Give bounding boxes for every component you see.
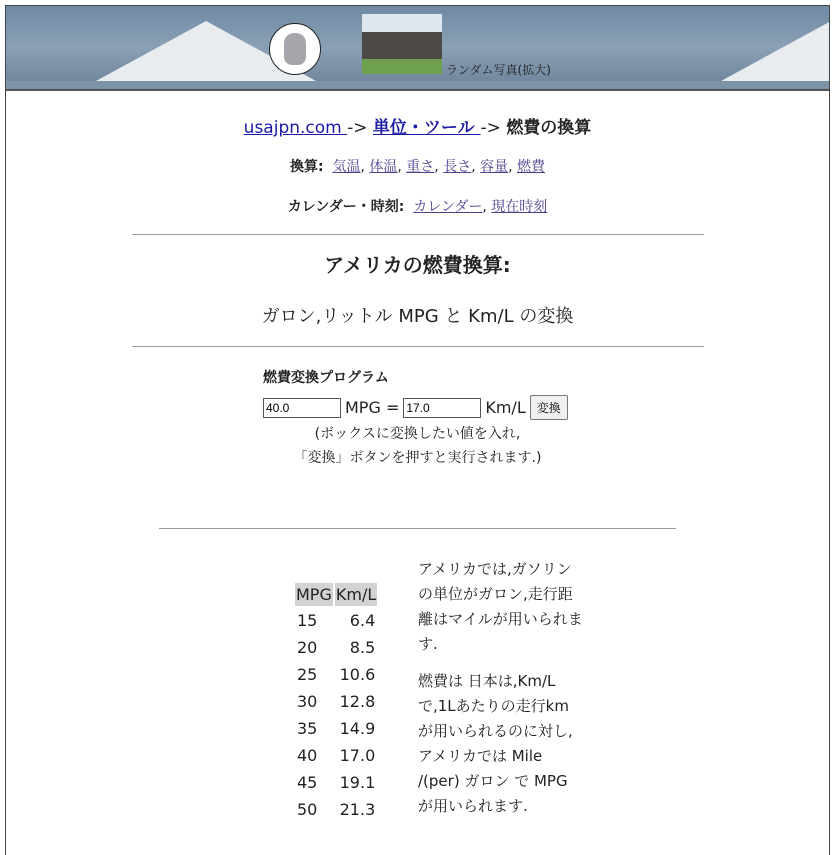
table-row [295, 608, 377, 633]
kml-label: Km/L [485, 398, 526, 417]
kml-cell: 19.1 [339, 773, 376, 792]
calendar-links: カレンダー・時刻: カレンダー, 現在時刻 [287, 199, 548, 215]
conversion-label: 換算: [289, 159, 324, 175]
link-body-temp[interactable]: 体温 [369, 159, 398, 175]
calendar-label: カレンダー・時刻: [287, 199, 405, 215]
random-photo-link[interactable]: ランダム写真(拡大) [446, 63, 551, 77]
mountain-image [721, 21, 829, 81]
link-calendar[interactable]: カレンダー [413, 199, 483, 215]
column-header: Km/L [335, 585, 377, 604]
divider [132, 346, 704, 347]
mpg-input[interactable] [263, 398, 341, 418]
breadcrumb-separator: -> [347, 118, 368, 138]
note-line: 「変換」ボタンを押すと実行されます.) [293, 450, 542, 466]
mpg-cell: 45 [297, 773, 318, 792]
kml-cell: 12.8 [339, 692, 376, 711]
breadcrumb-home[interactable]: usajpn.com [243, 118, 348, 138]
breadcrumb-current: 燃費の換算 [506, 118, 592, 138]
kml-cell: 8.5 [349, 638, 376, 657]
page [5, 5, 830, 855]
kml-cell: 6.4 [349, 611, 376, 630]
link-weight[interactable]: 重さ [406, 159, 435, 175]
mpg-cell: 35 [297, 719, 318, 738]
link-length[interactable]: 長さ [443, 159, 472, 175]
mpg-label: MPG = [345, 398, 400, 417]
conversion-links: 換算: 気温, 体温, 重さ, 長さ, 容量, 燃費 [289, 159, 546, 175]
site-logo[interactable] [269, 23, 321, 75]
table-row [295, 689, 377, 714]
table-row [295, 770, 377, 795]
convert-button[interactable]: 変換 [530, 395, 568, 420]
mpg-cell: 15 [297, 611, 318, 630]
divider [132, 234, 704, 235]
divider [159, 528, 676, 529]
explanation-paragraph: アメリカでは,ガソリンの単位がガロン,走行距離はマイルが用いられます. [418, 560, 583, 653]
table-row [295, 716, 377, 741]
table-row [295, 662, 377, 687]
breadcrumb [6, 113, 829, 138]
link-fuel[interactable]: 燃費 [517, 159, 546, 175]
kml-input[interactable] [403, 398, 481, 418]
converter-note [6, 422, 829, 470]
explanation-paragraph: 燃費は 日本は,Km/Lで,1Lあたりの走行kmが用いられるのに対し,アメリカでは Mile /(per) ガロン で MPG が用いられます. [418, 672, 573, 815]
breadcrumb-separator: -> [480, 118, 501, 138]
kml-cell: 17.0 [339, 746, 376, 765]
mpg-cell: 40 [297, 746, 318, 765]
column-header: MPG [296, 585, 332, 604]
random-photo-thumbnail[interactable] [362, 14, 442, 74]
converter-heading: 燃費変換プログラム [263, 370, 389, 386]
kml-cell: 21.3 [339, 800, 376, 819]
breadcrumb-tools[interactable]: 単位・ツール [372, 118, 481, 138]
table-row [295, 743, 377, 768]
link-temperature[interactable]: 気温 [332, 159, 361, 175]
mpg-cell: 20 [297, 638, 318, 657]
page-title: アメリカの燃費換算: [324, 253, 511, 277]
kml-cell: 10.6 [339, 665, 376, 684]
mpg-cell: 50 [297, 800, 318, 819]
link-current-time[interactable]: 現在時刻 [491, 199, 548, 215]
table-row [295, 635, 377, 660]
explanation [418, 557, 583, 831]
note-line: (ボックスに変換したい値を入れ, [314, 426, 521, 442]
kml-cell: 14.9 [339, 719, 376, 738]
mpg-cell: 25 [297, 665, 318, 684]
table-row [295, 797, 377, 822]
page-subtitle: ガロン,リットル MPG と Km/L の変換 [261, 306, 574, 327]
mpg-table [293, 581, 379, 824]
header-banner [6, 6, 829, 91]
mpg-cell: 30 [297, 692, 318, 711]
converter-form [263, 395, 829, 420]
link-volume[interactable]: 容量 [480, 159, 509, 175]
